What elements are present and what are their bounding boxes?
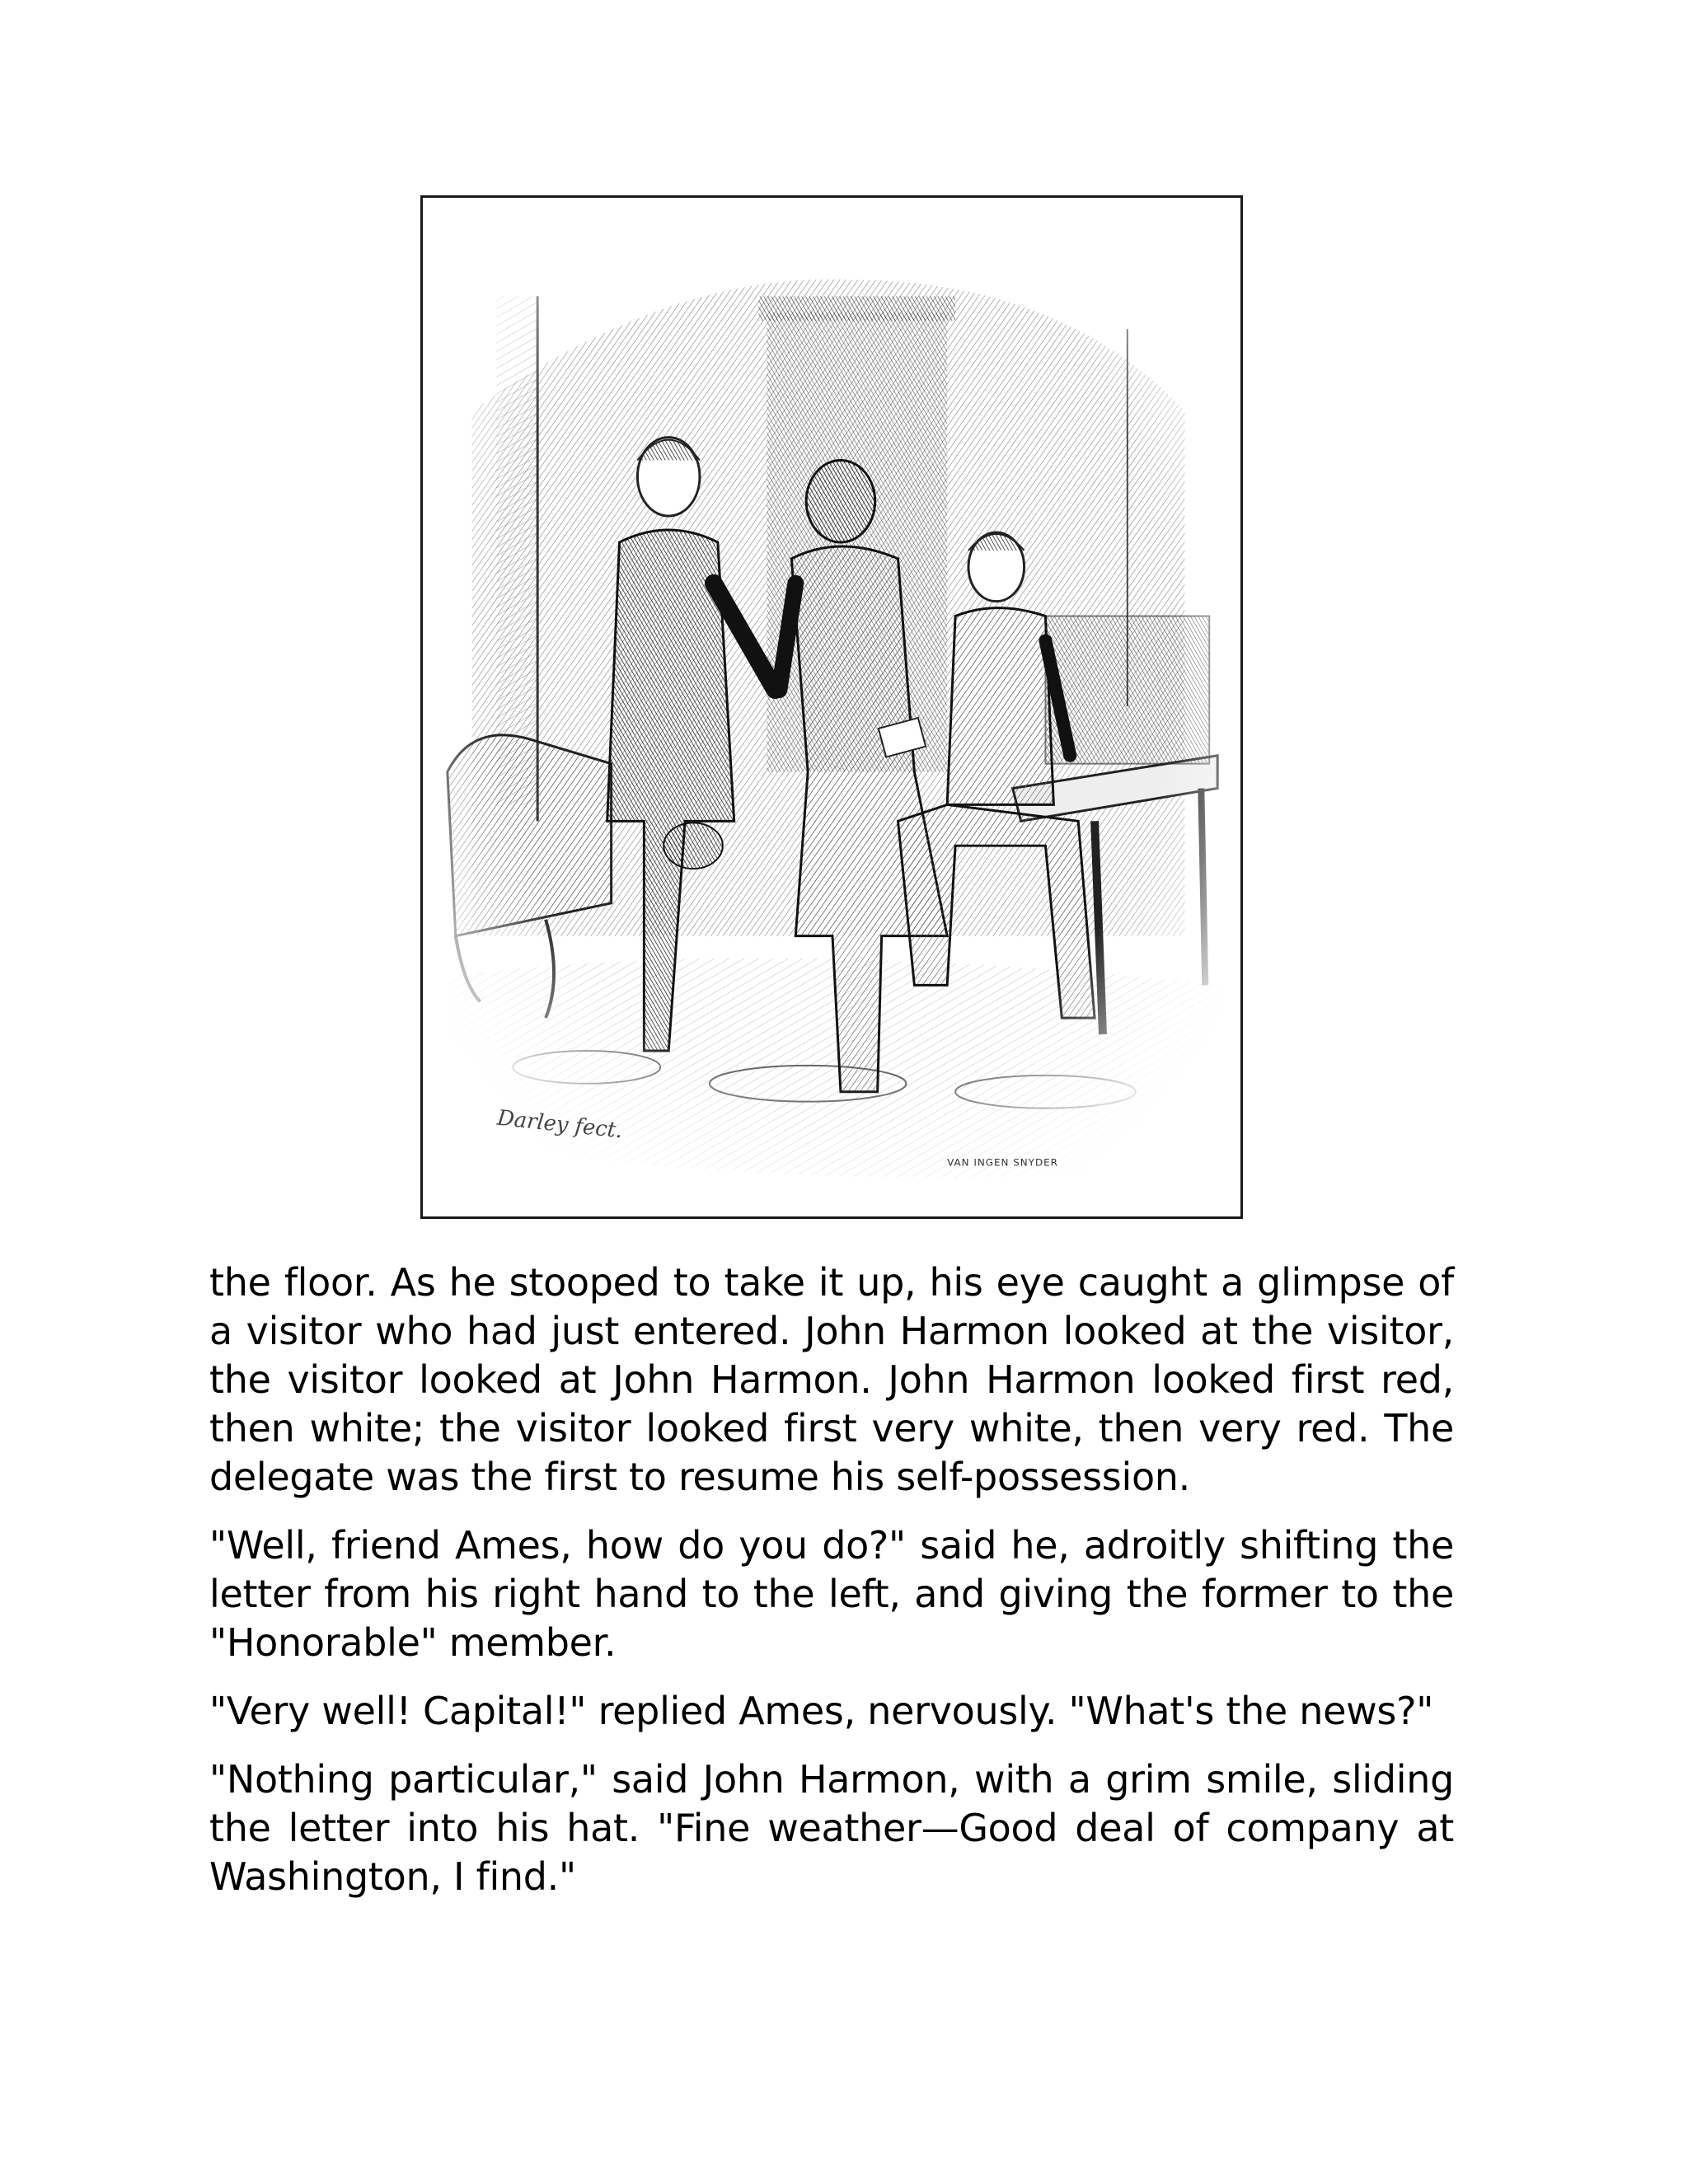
artist-signature: Darley fect. (495, 1105, 624, 1144)
paragraph: the floor. As he stooped to take it up, his eye caught a glimpse of a visitor who had just entered. John Harmon looked at the visitor, the visitor looked at John Harmon. John Harmon looked first red, then white; the visitor looked first very white, then very red. The delegate was the first to resume his self-possession. (209, 1260, 1454, 1499)
engraving-illustration (423, 198, 1240, 1216)
illustration-frame (420, 195, 1243, 1219)
body-text (209, 1258, 1454, 1921)
engraver-mark: VAN INGEN SNYDER (947, 1156, 1058, 1169)
paragraph: "Very well! Capital!" replied Ames, nervously. "What's the news?" (209, 1689, 1434, 1733)
paragraph: "Nothing particular," said John Harmon, with a grim smile, sliding the letter into his hat. "Fine weather—Good deal of company at Washington, I find." (209, 1757, 1454, 1899)
paragraph: "Well, friend Ames, how do you do?" said he, adroitly shifting the letter from his right hand to the left, and giving the former to the "Honorable" member. (209, 1523, 1454, 1665)
